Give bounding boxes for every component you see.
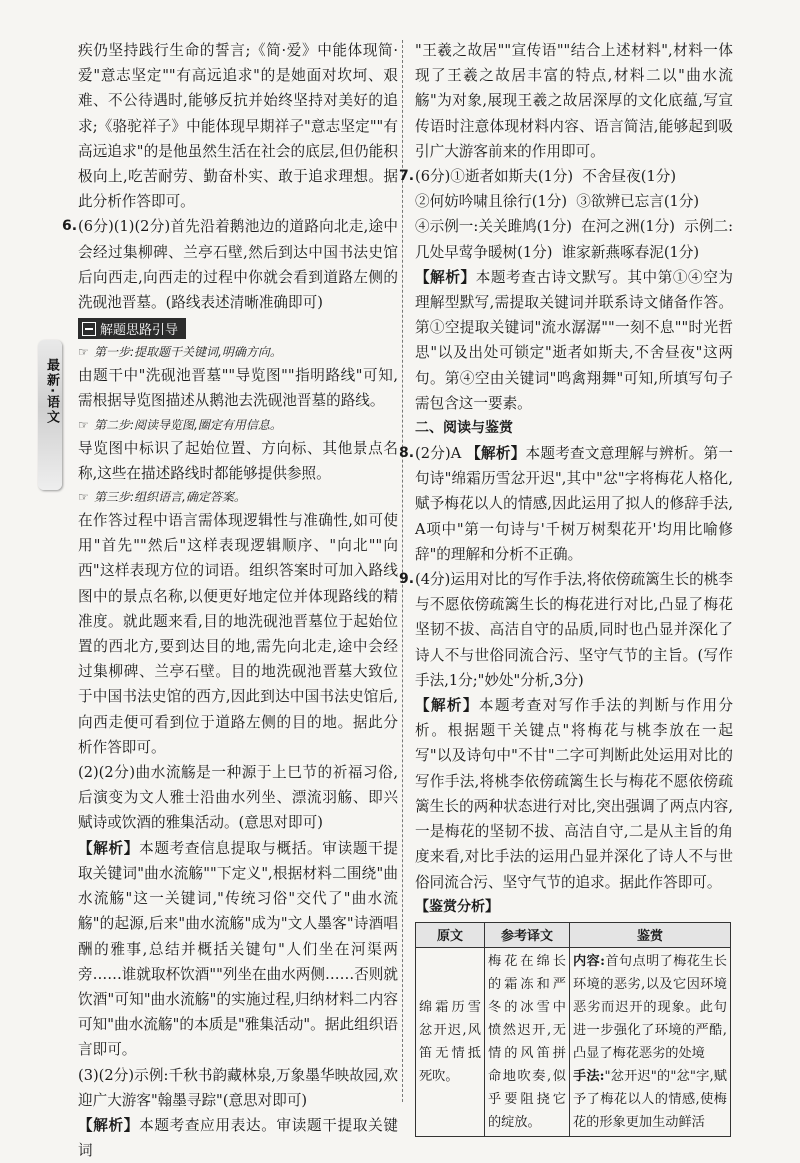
- left-column: [62, 38, 398, 1163]
- pointing-hand-icon: ☞: [78, 490, 89, 505]
- question-number: 7.: [399, 168, 415, 185]
- table-header-row: [416, 922, 731, 947]
- q6-analysis-3: 【解析】本题考查应用表达。审读题干提取关键词: [78, 1116, 398, 1160]
- step-1-label: ☞ 第一步:提取题干关键词,明确方向。: [78, 341, 398, 363]
- q6-answer-1: (6分)(1)(2分)首先沿着鹅池边的道路向北走,途中会经过集柳碑、兰亭石壁,然后到达中国书法史馆后向西走,向西走的过程中你就会看到道路左侧的洗砚池晋墓。(路线表述清晰准确即可): [78, 218, 398, 312]
- appreciation-table: [415, 922, 731, 1137]
- side-tab-label: 最新·语文: [44, 358, 59, 425]
- q7-analysis: 【解析】本题考查古诗文默写。其中第①④空为理解型默写,需提取关键词并联系诗文储备作答。第①空提取关键词"流水潺潺""一刻不息""时光哲思"以及出处可锁定"逝者如斯夫,不舍昼夜"这两句。第④空由关键词"鸣禽翔舞"可知,所填写句子需包含这一要素。: [415, 268, 733, 412]
- edit-icon: [82, 322, 96, 336]
- q8-body: (2分)A 【解析】本题考查文意理解与辨析。第一句诗"绵霜历雪忿开迟",其中"忿"字将梅花人格化,赋予梅花以人的情感,因此运用了拟人的修辞手法,A项中"第一句诗与'千树万树梨花开'均用比喻修辞"的理解和分析不正确。: [415, 445, 733, 563]
- question-9: [399, 567, 733, 895]
- step-3-label: ☞ 第三步:组织语言,确定答案。: [78, 486, 398, 508]
- pointing-hand-icon: ☞: [78, 417, 89, 432]
- q6-answer-3: (3)(2分)示例:千秋书韵藏林泉,万象墨华映故园,欢迎广大游客"翰墨寻踪"(意思对即可): [78, 1066, 398, 1109]
- step-2-label: ☞ 第二步:阅读导览图,圈定有用信息。: [78, 414, 398, 436]
- question-number: 8.: [399, 445, 415, 462]
- q6-analysis-2: 【解析】本题考查信息提取与概括。审读题干提取关键词"曲水流觞""下定义",根据材料二围绕"曲水流觞"这一关键词,"传统习俗"交代了"曲水流觞"的起源,后来"曲水流觞"成为"文人墨客"诗酒唱酬的雅事,总结并概括关键句"人们坐在河渠两旁……谁就取杯饮酒""列坐在曲水两侧……否则就饮酒"可知"曲水流觞"的实施过程,归纳材料二内容可知"曲水流觞"的本质是"雅集活动"。据此组织语言即可。: [78, 839, 398, 1059]
- intro-paragraph: 疾仍坚持践行生命的誓言;《简·爱》中能体现简·爱"意志坚定""有高远追求"的是她面对坎坷、艰难、不公待遇时,能够反抗并始终坚持对美好的追求;《骆驼祥子》中能体现早期祥子"意志坚定""有高远追求"的是他虽然生活在社会的底层,但仍能积极向上,吃苦耐劳、勤奋朴实、敢于追求理想。据此分析作答即可。: [78, 42, 398, 211]
- step-1-text: 由题干中"洗砚池晋墓""导览图""指明路线"可知,需根据导览图描述从鹅池去洗砚池晋墓的路线。: [78, 367, 398, 410]
- q7-line-3: ④示例一:关关雎鸠(1分) 在河之洲(1分) 示例二:几处早莺争暖树(1分) 谁家新燕啄春泥(1分): [415, 218, 733, 261]
- q9-analysis: 【解析】本题考查对写作手法的判断与作用分析。根据题干关键点"将梅花与桃李放在一起写"以及诗句中"不甘"二字可判断此处运用对比的写作手法,将桃李依傍疏篱生长与梅花不愿依傍疏篱生长的两种状态进行对比,突出强调了两点内容,一是梅花的坚韧不拔、高洁自守,二是从主旨的角度来看,对比手法的运用凸显并深化了诗人不与世俗同流合污、坚守气节的追求。据此作答即可。: [415, 697, 733, 891]
- table-header: 参考译文: [485, 922, 570, 947]
- pointing-hand-icon: ☞: [78, 345, 89, 360]
- q7-line-1: (6分)①逝者如斯夫(1分) 不舍昼夜(1分): [415, 168, 677, 186]
- translation-cell: 梅花在绵长的霜冻和严冬的冰雪中愤然迟开,无情的风笛拼命地吹奏,似乎要阻挠它的绽放。: [485, 947, 570, 1136]
- question-8: [399, 441, 733, 567]
- question-number: 9.: [399, 571, 415, 588]
- table-title: 【鉴赏分析】: [415, 898, 499, 915]
- original-text-cell: 绵霜历雪忿开迟,风笛无情抵死吹。: [416, 947, 485, 1136]
- side-tab: [38, 340, 62, 490]
- q7-line-2: ②何妨吟啸且徐行(1分) ③欲辨已忘言(1分): [415, 193, 700, 211]
- q9-answer: (4分)运用对比的写作手法,将依傍疏篱生长的桃李与不愿依傍疏篱生长的梅花进行对比,凸显了梅花坚韧不拔、高洁自守的品质,同时也凸显并深化了诗人不与世俗同流合污、坚守气节的主旨。(写作手法,1分;"妙处"分析,3分): [415, 571, 733, 689]
- q6-answer-2: (2)(2分)曲水流觞是一种源于上巳节的祈福习俗,后演变为文人雅士沿曲水列坐、漂流羽觞、即兴赋诗或饮酒的雅集活动。(意思对即可): [78, 764, 398, 832]
- continued-paragraph: "王羲之故居""宣传语""结合上述材料",材料一体现了王羲之故居丰富的特点,材料二以"曲水流觞"为对象,展现王羲之故居深厚的文化底蕴,写宣传语时注意体现材料内容、语言简洁,能够起到吸引广大游客前来的作用即可。: [415, 42, 733, 160]
- right-column: [399, 38, 733, 1137]
- guide-title: 解题思路引导: [100, 323, 179, 339]
- table-row: [416, 947, 731, 1136]
- appreciation-cell: 内容:首句点明了梅花生长环境的恶劣,以及它因环境恶劣而迟开的现象。此句进一步强化了环境的严酷,凸显了梅花恶劣的处境 手法:"忿开迟"的"忿"字,赋予了梅花以人的情感,使梅花的形象更加生动鲜活: [570, 947, 731, 1136]
- question-6: [62, 214, 398, 1163]
- question-7: [399, 164, 733, 416]
- question-number: 6.: [62, 218, 78, 235]
- guide-banner: [78, 318, 186, 339]
- table-header: 鉴赏: [570, 922, 731, 947]
- section-heading: 二、阅读与鉴赏: [415, 420, 513, 437]
- table-header: 原文: [416, 922, 485, 947]
- step-2-text: 导览图中标识了起始位置、方向标、其他景点名称,这些在描述路线时都能够提供参照。: [78, 439, 398, 482]
- step-3-text: 在作答过程中语言需体现逻辑性与准确性,如可使用"首先""然后"这样表现逻辑顺序、"向北""向西"这样表现方位的词语。组织答案时可加入路线图中的景点名称,以便更好地定位并体现路线的精准度。就此题来看,目的地洗砚池晋墓位于起始位置的西北方,要到达目的地,需先向北走,途中会经过集柳碑、兰亭石壁。目的地洗砚池晋墓大致位于中国书法史馆的西方,因此到达中国书法史馆后,向西走便可看到位于道路左侧的目的地。据此分析作答即可。: [78, 512, 398, 756]
